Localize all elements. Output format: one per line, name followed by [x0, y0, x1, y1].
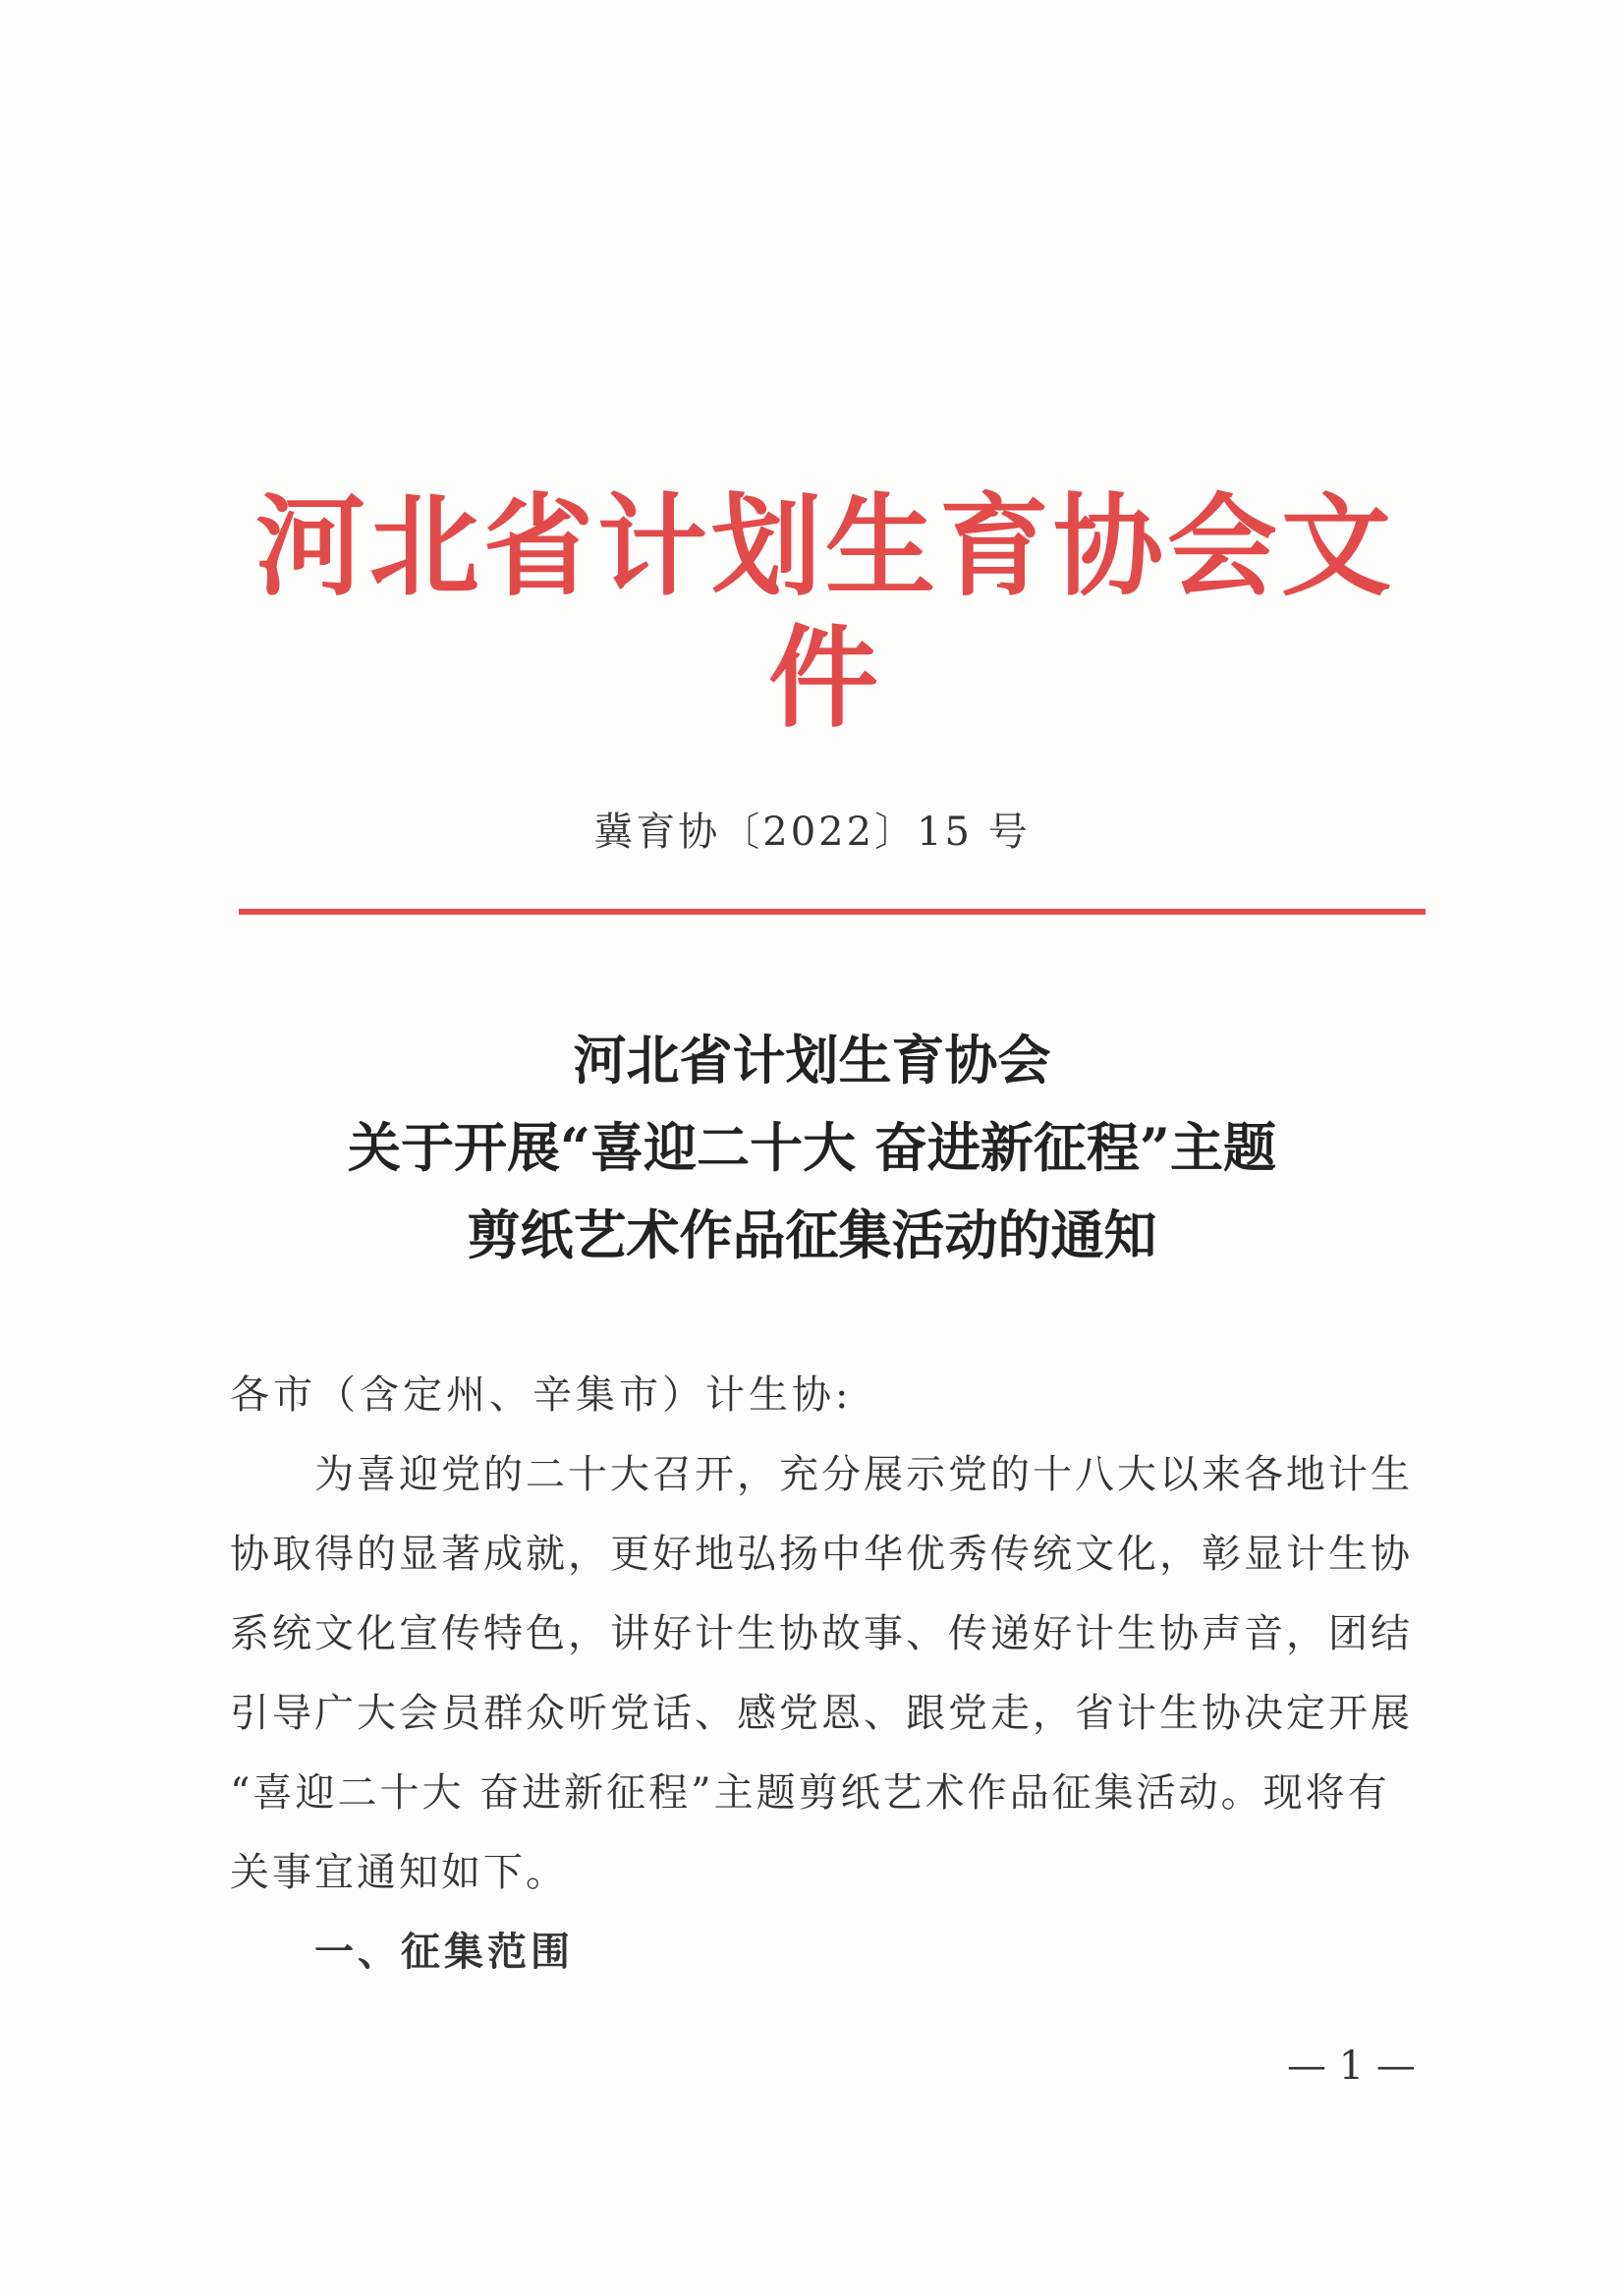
red-divider-rule [239, 909, 1426, 915]
page-number: — 1 — [1287, 2043, 1416, 2089]
notice-body [230, 1356, 1428, 1913]
salutation: 各市（含定州、辛集市）计生协: [230, 1372, 853, 1418]
paragraph-line: “喜迎二十大 奋进新征程”主题剪纸艺术作品征集活动。现将有 [230, 1770, 1390, 1816]
paragraph-line: 引导广大会员群众听党话、感党恩、跟党走，省计生协决定开展 [230, 1691, 1413, 1736]
paragraph-line: 关事宜通知如下。 [230, 1850, 568, 1895]
notice-title [0, 1017, 1624, 1279]
notice-title-line-1: 河北省计划生育协会 [573, 1029, 1051, 1092]
document-number: 冀育协〔2022〕15 号 [593, 810, 1031, 855]
notice-title-line-3: 剪纸艺术作品征集活动的通知 [467, 1203, 1157, 1266]
paragraph-line: 协取得的显著成就，更好地弘扬中华优秀传统文化，彰显计生协 [230, 1532, 1413, 1577]
masthead-title: 河北省计划生育协会文件 [255, 483, 1395, 744]
section-heading: 一、征集范围 [314, 1930, 574, 1975]
paragraph-line: 系统文化宣传特色，讲好计生协故事、传递好计生协声音，团结 [230, 1611, 1413, 1656]
paragraph-line: 为喜迎党的二十大召开，充分展示党的十八大以来各地计生 [314, 1452, 1413, 1497]
notice-title-line-2: 关于开展“喜迎二十大 奋进新征程”主题 [348, 1116, 1276, 1179]
